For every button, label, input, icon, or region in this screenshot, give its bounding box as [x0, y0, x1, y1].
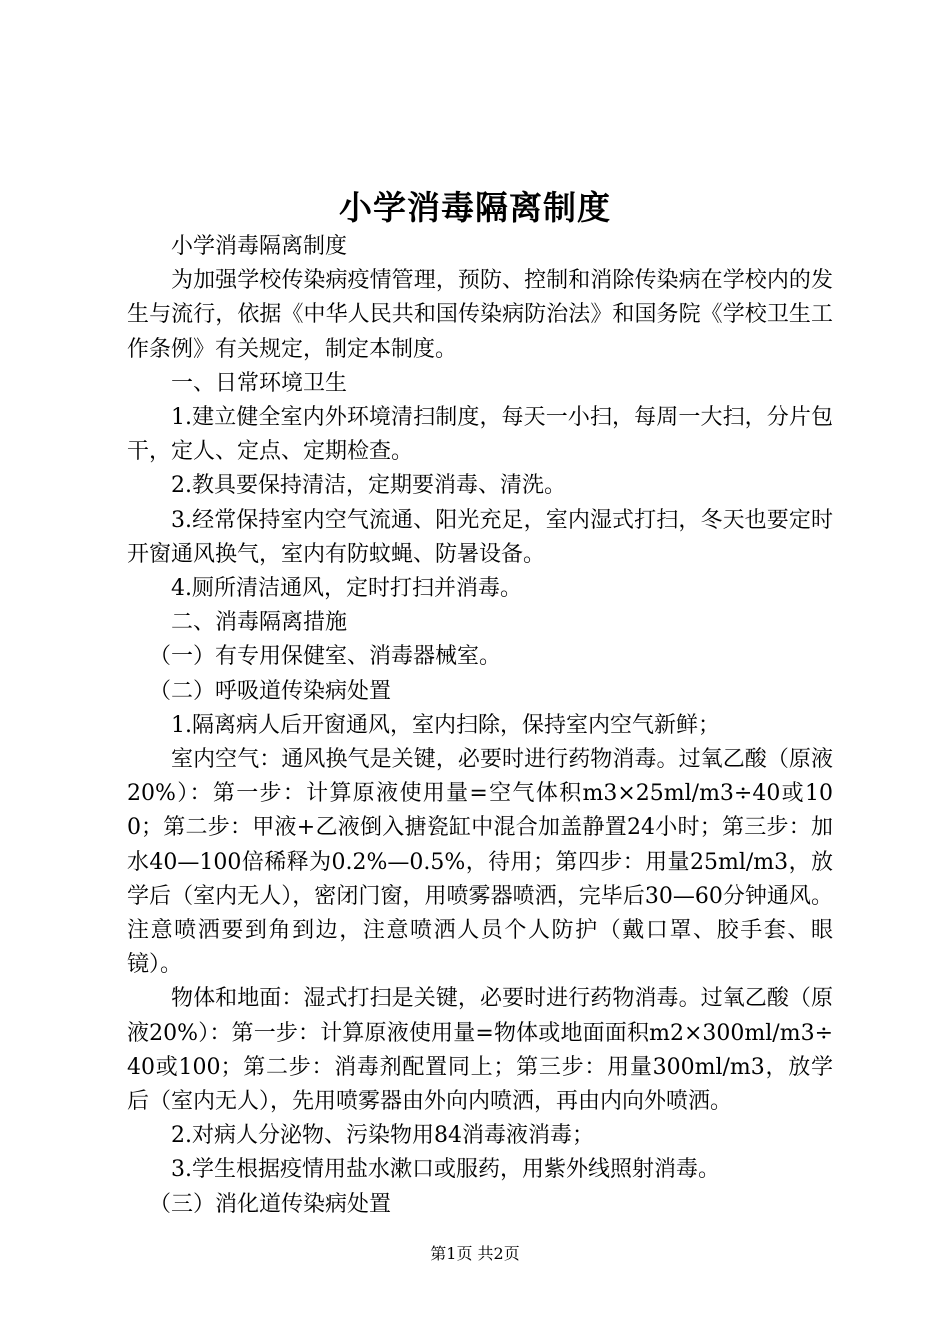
document-title: 小学消毒隔离制度	[339, 188, 611, 227]
section-heading-1: 一、日常环境卫生	[171, 370, 348, 396]
paragraph-subtitle: 小学消毒隔离制度	[171, 234, 348, 259]
paragraph-item: 2.对病人分泌物、污染物用84消毒液消毒；	[171, 1123, 594, 1149]
subsection-heading: （三）消化道传染病处置	[149, 1191, 392, 1217]
paragraph-air-disinfection: 室内空气：通风换气是关键，必要时进行药物消毒。过氧乙酸（原液20%）：第一步：计算原液使用量=空气体积m3×25ml/m3÷40或100；第二步：甲液+乙液倒入搪瓷缸中混合加盖静置24小时；第三步：加水40—100倍稀释为0.2%—0.5%，待用；第四步：用量25ml/m3，放学后（室内无人），密闭门窗，用喷雾器喷洒，完毕后30—60分钟通风。注意喷洒要到角到边，注意喷洒人员个人防护（戴口罩、胶手套、眼镜）。	[127, 747, 833, 978]
paragraph-item: 2.教具要保持清洁，定期要消毒、清洗。	[171, 473, 566, 499]
section-heading-2: 二、消毒隔离措施	[171, 610, 348, 636]
paragraph-item: 4.厕所清洁通风，定时打扫并消毒。	[171, 576, 522, 602]
document-body	[127, 230, 833, 1222]
paragraph-item: 3.经常保持室内空气流通、阳光充足，室内湿式打扫，冬天也要定时开窗通风换气，室内有防蚊蝇、防暑设备。	[127, 507, 833, 567]
subsection-heading: （二）呼吸道传染病处置	[149, 678, 392, 704]
paragraph-surface-disinfection: 物体和地面：湿式打扫是关键，必要时进行药物消毒。过氧乙酸（原液20%）：第一步：计算原液使用量=物体或地面面积m2×300ml/m3÷40或100；第二步：消毒剂配置同上；第三步：用量300ml/m3，放学后（室内无人），先用喷雾器由外向内喷洒，再由内向外喷洒。	[127, 986, 833, 1115]
page-footer: 第1页 共2页	[430, 1244, 520, 1263]
subsection-heading: （一）有专用保健室、消毒器械室。	[149, 644, 502, 670]
paragraph-item: 3.学生根据疫情用盐水漱口或服药，用紫外线照射消毒。	[171, 1157, 720, 1183]
paragraph-intro: 为加强学校传染病疫情管理，预防、控制和消除传染病在学校内的发生与流行，依据《中华人民共和国传染病防治法》和国务院《学校卫生工作条例》有关规定，制定本制度。	[127, 268, 833, 362]
paragraph-item: 1.建立健全室内外环境清扫制度，每天一小扫，每周一大扫，分片包干，定人、定点、定期检查。	[127, 405, 833, 465]
paragraph-item: 1.隔离病人后开窗通风，室内扫除，保持室内空气新鲜；	[171, 712, 720, 738]
